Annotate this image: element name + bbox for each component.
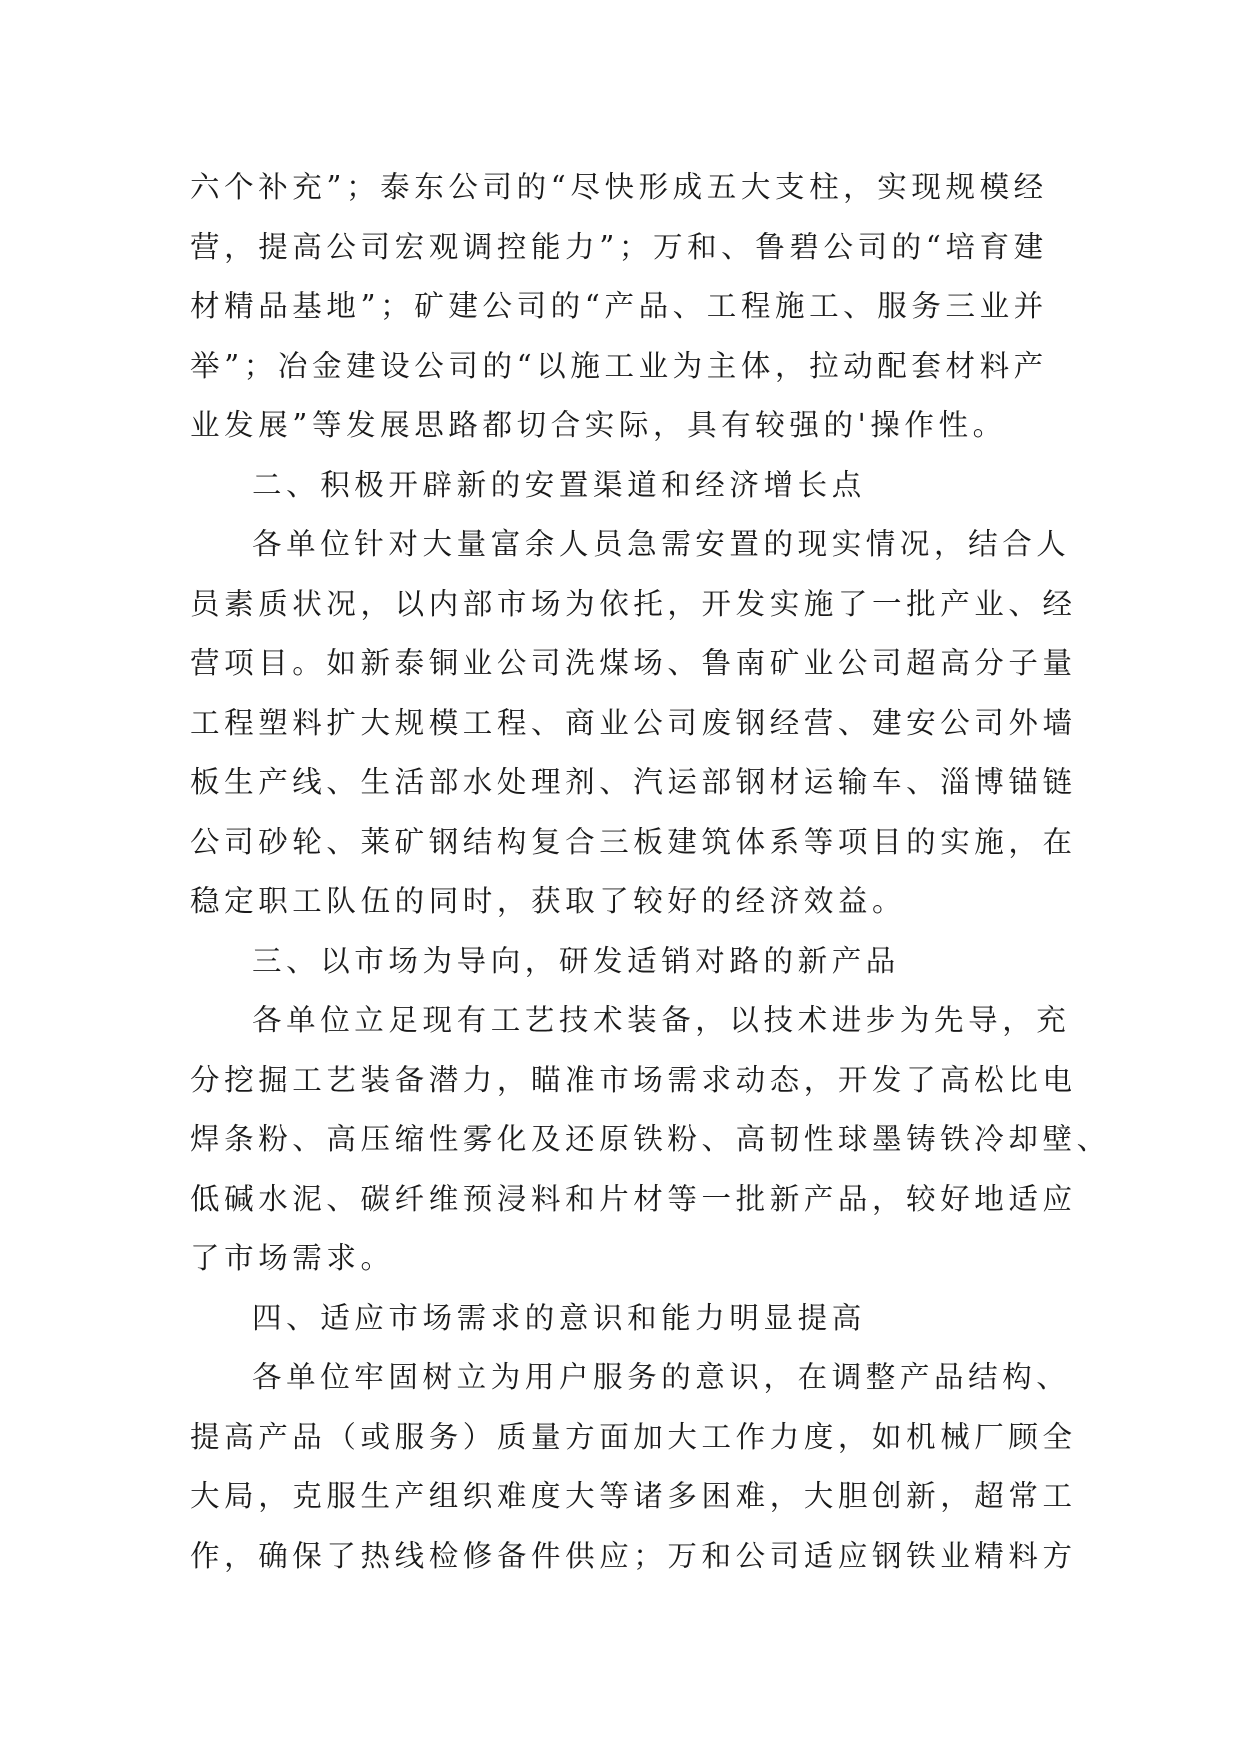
text-line: 各单位针对大量富余人员急需安置的现实情况，结合人	[252, 527, 1071, 561]
section-heading: 四、适应市场需求的意识和能力明显提高	[252, 1300, 866, 1335]
text-line: 分挖掘工艺装备潜力，瞄准市场需求动态，开发了高松比电	[190, 1062, 1077, 1097]
text-line: 业发展”等发展思路都切合实际，具有较强的'操作性。	[190, 408, 1007, 442]
text-line: 板生产线、生活部水处理剂、汽运部钢材运输车、淄博锚链	[190, 765, 1077, 799]
text-line: 公司砂轮、莱矿钢结构复合三板建筑体系等项目的实施，在	[190, 824, 1077, 859]
document-body	[190, 158, 1111, 1586]
text-line: 各单位立足现有工艺技术装备，以技术进步为先导，充	[252, 1003, 1071, 1037]
text-line: 六个补充”；泰东公司的“尽快形成五大支柱，实现规模经	[190, 170, 1048, 204]
section-heading: 二、积极开辟新的安置渠道和经济增长点	[252, 467, 866, 502]
text-line: 作，确保了热线检修备件供应；万和公司适应钢铁业精料方	[190, 1538, 1077, 1573]
section-heading: 三、以市场为导向，研发适销对路的新产品	[252, 943, 900, 978]
text-line: 提高产品（或服务）质量方面加大工作力度，如机械厂顾全	[190, 1419, 1077, 1454]
text-line: 各单位牢固树立为用户服务的意识，在调整产品结构、	[252, 1360, 1071, 1394]
text-line: 稳定职工队伍的同时，获取了较好的经济效益。	[190, 884, 907, 918]
text-line: 举”；冶金建设公司的“以施工业为主体，拉动配套材料产	[190, 348, 1048, 383]
text-line: 营，提高公司宏观调控能力”；万和、鲁碧公司的“培育建	[190, 229, 1048, 264]
text-line: 大局，克服生产组织难度大等诸多困难，大胆创新，超常工	[190, 1479, 1077, 1513]
text-line: 焊条粉、高压缩性雾化及还原铁粉、高韧性球墨铸铁冷却壁、	[190, 1122, 1111, 1156]
text-line: 员素质状况，以内部市场为依托，开发实施了一批产业、经	[190, 586, 1077, 621]
text-line: 材精品基地”；矿建公司的“产品、工程施工、服务三业并	[190, 289, 1048, 323]
text-line: 了市场需求。	[190, 1241, 395, 1275]
text-line: 工程塑料扩大规模工程、商业公司废钢经营、建安公司外墙	[190, 705, 1077, 740]
text-line: 营项目。如新泰铜业公司洗煤场、鲁南矿业公司超高分子量	[190, 646, 1077, 680]
text-line: 低碱水泥、碳纤维预浸料和片材等一批新产品，较好地适应	[190, 1181, 1077, 1216]
